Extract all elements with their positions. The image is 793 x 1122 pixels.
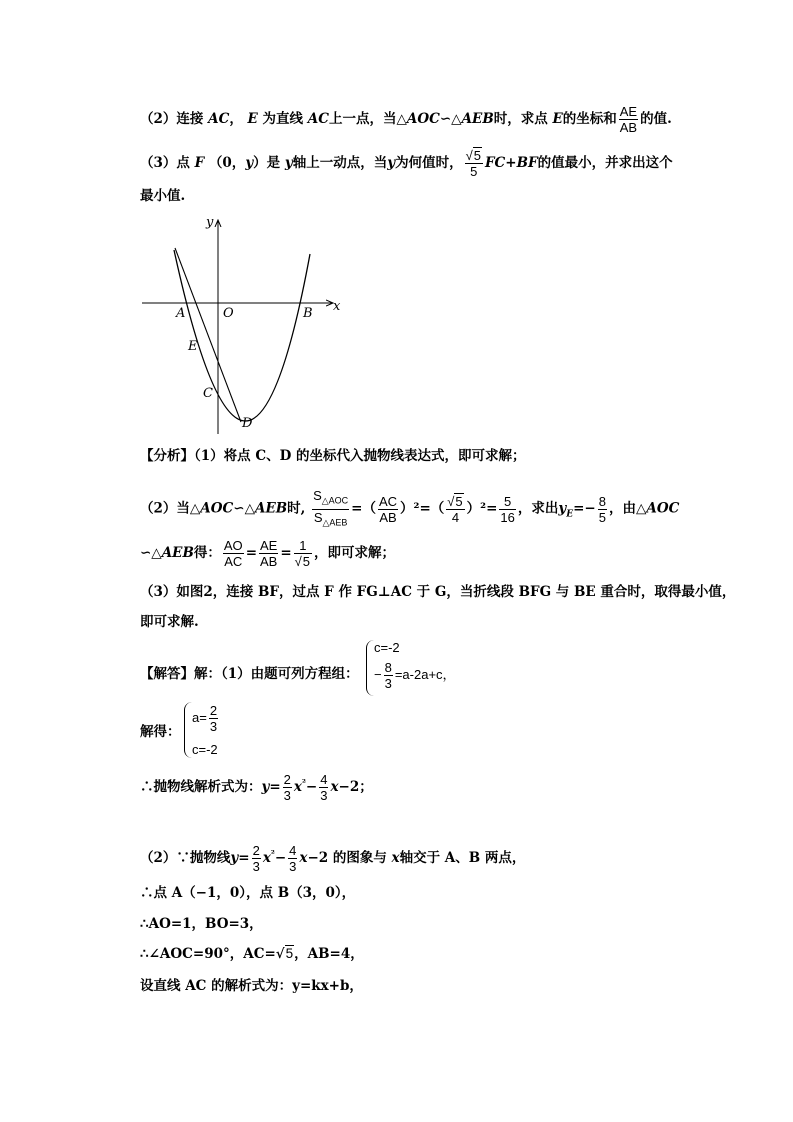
question-3-line2: 最小值. <box>140 188 186 204</box>
solution-line-3: ∴∠AOC=90°，AC=√5，AB=4， <box>140 946 364 962</box>
point-d-label: D <box>242 416 253 431</box>
equation-2: − $\frac{8}{3}$ =a-2a+c， <box>374 660 456 691</box>
solution-c: c=-2 <box>192 742 218 757</box>
point-a-label: A <box>176 306 186 321</box>
analysis-p2: （2）当△AOC∽△AEB时, $\frac{S_{\triangle AOC}}{S_{\triangle AEB}}$ =（ $\frac{AC}{AB}$ ）²=（ $\frac{√5}{4}$ ）²= $\frac{5}{16}$ ，求出$y_E=-$ $\frac{8}{5}$ ，由△AOC <box>140 488 679 530</box>
question-3: （3）点 F （0，y）是 y轴上一动点，当y为何值时， $\frac{√5}{5}$ FC+BF的值最小，并求出这个 <box>140 148 673 179</box>
solution-system-brace <box>184 702 192 758</box>
solution-line-4: 设直线 AC 的解析式为：y=kx+b， <box>140 978 363 994</box>
point-c-label: C <box>203 386 213 401</box>
parabola-curve <box>174 250 310 421</box>
solution-intro: 【解答】解：（1）由题可列方程组： <box>140 666 359 682</box>
fraction-ae-ab: $\frac{AE}{AB}$ <box>619 104 638 135</box>
solution-solve: 解得： <box>140 724 181 740</box>
analysis-p2-line2: ∽△AEB得： $\frac{AO}{AC}$ = $\frac{AE}{AB}$ = $\frac{1}{√5}$ ，即可求解； <box>140 538 396 569</box>
axis-x-label: x <box>333 299 341 314</box>
parabola-expression: ∴抛物线解析式为：y= $\frac{2}{3}$ $x^{^2}-$ $\frac{4}{3}$ x−2； <box>140 772 373 803</box>
parabola-figure <box>138 210 368 440</box>
equation-1: c=-2 <box>374 640 400 655</box>
solution-line-2: ∴AO=1，BO=3， <box>140 916 263 932</box>
point-b-label: B <box>303 306 313 321</box>
point-e-label: E <box>188 339 198 354</box>
point-o-label: O <box>223 306 234 321</box>
fraction-sqrt5-over-5: $\frac{√5}{5}$ <box>465 148 481 179</box>
analysis-p1: 【分析】（1）将点 C、D 的坐标代入抛物线表达式，即可求解； <box>140 448 526 464</box>
equation-system-brace <box>366 640 374 696</box>
solution-a: a= $\frac{2}{3}$ <box>192 703 218 734</box>
analysis-p3-line2: 即可求解. <box>140 614 199 630</box>
axis-y-label: y <box>206 215 214 230</box>
question-2: （2）连接 AC， E 为直线 AC上一点，当△AOC∽△AEB时，求点 E的坐标和 $\frac{AE}{AB}$ 的值. <box>140 104 672 135</box>
solution-p2: （2）∵抛物线y= $\frac{2}{3}$ $x^{^2}-$ $\frac{4}{3}$ x−2 的图象与 x轴交于 A、B 两点， <box>140 843 526 874</box>
analysis-p3: （3）如图2，连接 BF，过点 F 作 FG⊥AC 于 G，当折线段 BFG 与 BE 重合时，取得最小值， <box>140 584 736 600</box>
solution-line-1: ∴点 A（−1，0），点 B（3，0）， <box>140 885 356 901</box>
fraction-area-ratio: $\frac{S_{\triangle AOC}}{S_{\triangle AEB}}$ <box>313 488 349 528</box>
